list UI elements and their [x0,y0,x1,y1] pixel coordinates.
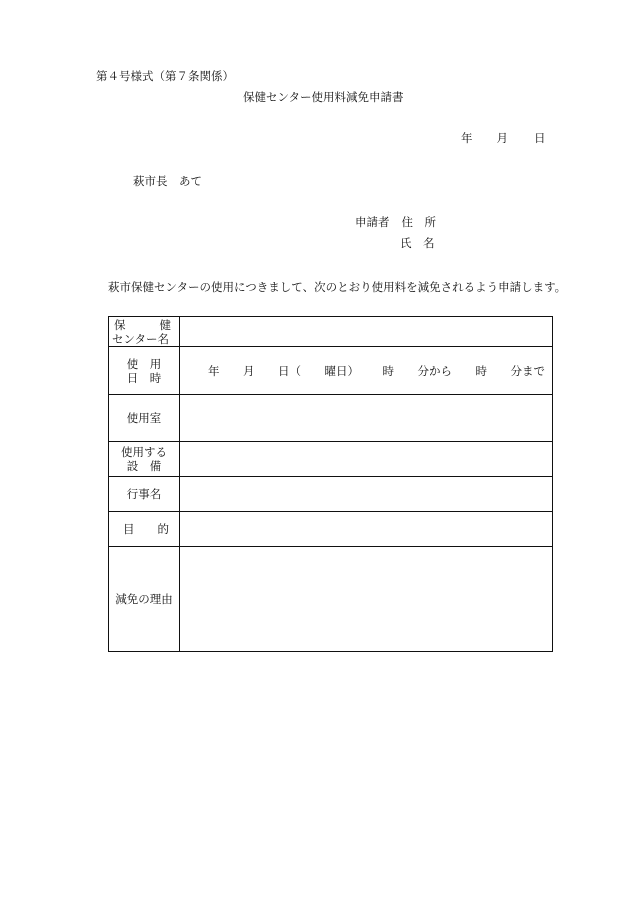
date-year: 年 [461,131,473,145]
datetime-minute-from: 分から [417,363,452,378]
center-name-label-top-left: 保 [114,317,126,332]
equipment-field[interactable] [180,442,553,477]
usage-datetime-label-line2: 日 時 [126,370,162,385]
room-field[interactable] [180,395,553,442]
form-number: 第４号様式（第７条関係） [96,69,234,83]
room-label: 使用室 [109,395,180,442]
datetime-day: 日（ [278,363,301,378]
usage-datetime-label-line1: 使 用 [126,356,162,371]
purpose-label-left: 目 [123,522,135,536]
equipment-label [109,442,180,477]
addressee: 萩市長 あて [133,174,202,188]
event-label: 行事名 [109,477,180,512]
applicant-address-row [355,215,436,229]
table-row-event [109,477,553,512]
table-row-reason [109,547,553,652]
center-name-label-bottom: センター名 [112,331,170,346]
center-name-label-top-right: 健 [159,317,171,332]
reason-label: 減免の理由 [109,547,180,652]
application-statement: 萩市保健センターの使用につきまして、次のとおり使用料を減免されるよう申請します。 [108,280,567,294]
datetime-month: 月 [243,363,255,378]
equipment-label-line2: 設 備 [126,459,162,473]
purpose-label-right: 的 [157,522,169,536]
table-row-center-name [109,317,553,347]
application-form-table [108,316,553,652]
usage-datetime-label [109,347,180,395]
name-label: 氏 名 [400,236,435,250]
equipment-label-line1: 使用する [121,445,167,459]
center-name-field[interactable] [180,317,553,347]
center-name-label [109,317,180,347]
event-field[interactable] [180,477,553,512]
datetime-weekday: 曜日） [324,363,359,378]
document-title: 保健センター使用料減免申請書 [243,90,404,104]
datetime-hour-from: 時 [382,363,394,378]
date-day: 日 [534,131,546,145]
table-row-equipment [109,442,553,477]
datetime-hour-to: 時 [475,363,487,378]
table-row-usage-datetime [109,347,553,395]
datetime-minute-to: 分まで [510,363,545,378]
date-month: 月 [496,131,508,145]
table-row-room [109,395,553,442]
date-line [461,131,546,145]
purpose-field[interactable] [180,512,553,547]
applicant-label: 申請者 [355,215,390,229]
address-label: 住 所 [401,215,436,229]
reason-field[interactable] [180,547,553,652]
usage-datetime-field[interactable] [180,347,553,395]
datetime-year: 年 [208,363,220,378]
table-row-purpose [109,512,553,547]
purpose-label [109,512,180,547]
